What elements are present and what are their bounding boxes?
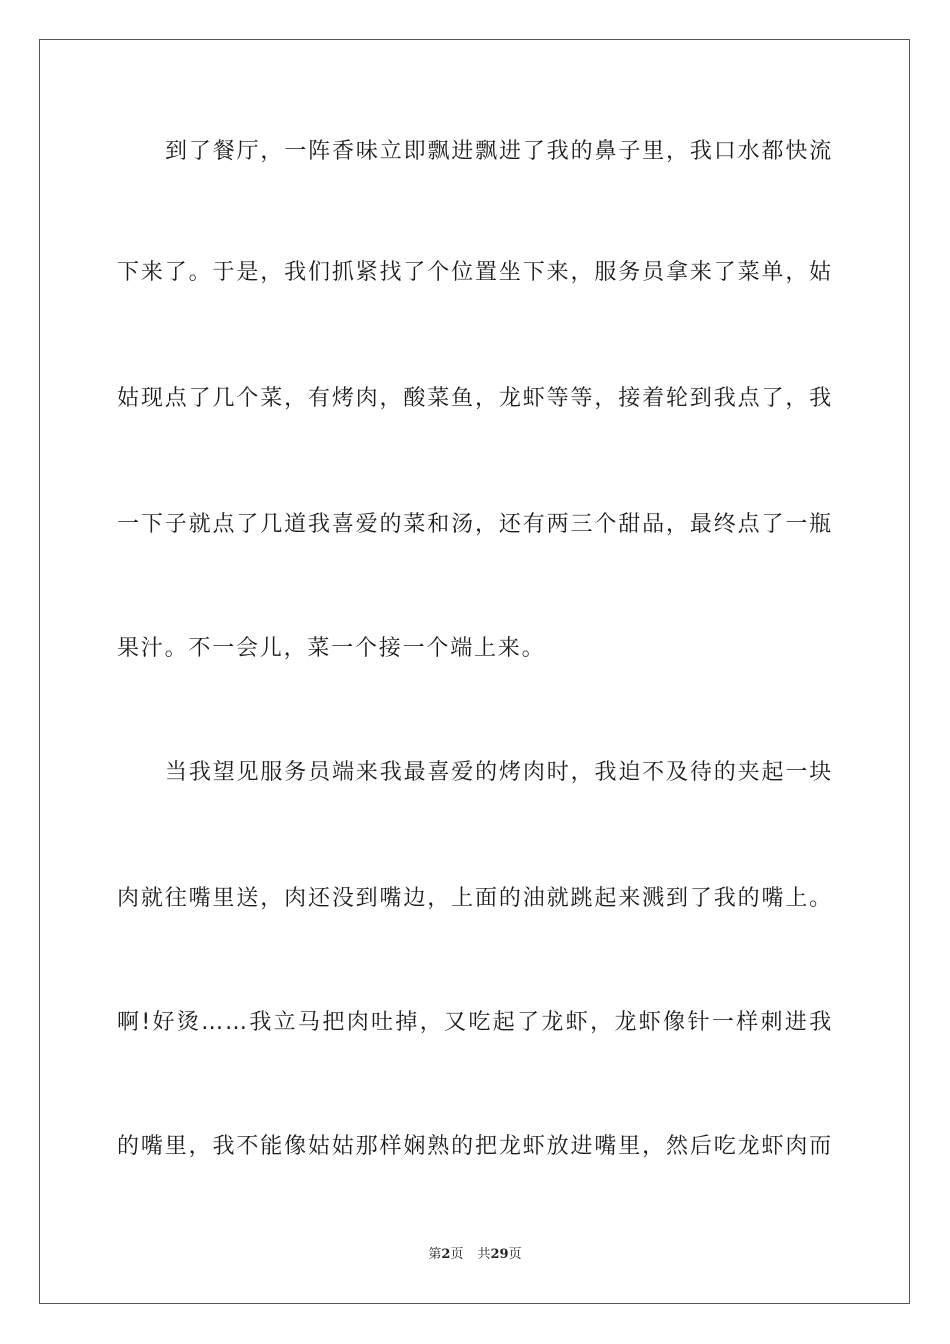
paragraph-1-line-5: 果汁。不一会儿，菜一个接一个端上来。	[117, 636, 546, 661]
paragraph-1-line-3: 姑现点了几个菜，有烤肉，酸菜鱼，龙虾等等，接着轮到我点了，我	[117, 386, 833, 411]
paragraph-2-line-2: 肉就往嘴里送，肉还没到嘴边，上面的油就跳起来溅到了我的嘴上。	[117, 886, 833, 911]
page-prefix: 第	[428, 1247, 442, 1262]
total-pages: 29	[490, 1247, 509, 1262]
page-frame	[39, 39, 910, 1304]
total-prefix: 共	[477, 1247, 491, 1262]
paragraph-2-line-1: 当我望见服务员端来我最喜爱的烤肉时，我迫不及待的夹起一块	[165, 760, 833, 785]
paragraph-1-line-4: 一下子就点了几道我喜爱的菜和汤，还有两三个甜品，最终点了一瓶	[117, 512, 833, 537]
paragraph-2-line-4: 的嘴里，我不能像姑姑那样娴熟的把龙虾放进嘴里，然后吃龙虾肉而	[117, 1134, 833, 1159]
page-footer	[0, 1246, 950, 1264]
paragraph-1-line-1: 到了餐厅，一阵香味立即飘进飘进了我的鼻子里，我口水都快流	[165, 139, 833, 164]
page-suffix: 页	[450, 1247, 464, 1262]
total-suffix: 页	[508, 1247, 522, 1262]
paragraph-1-line-2: 下来了。于是，我们抓紧找了个位置坐下来，服务员拿来了菜单，姑	[117, 260, 833, 285]
paragraph-2-line-3: 啊!好烫……我立马把肉吐掉，又吃起了龙虾，龙虾像针一样刺进我	[117, 1010, 833, 1035]
page-number: 2	[441, 1247, 451, 1262]
